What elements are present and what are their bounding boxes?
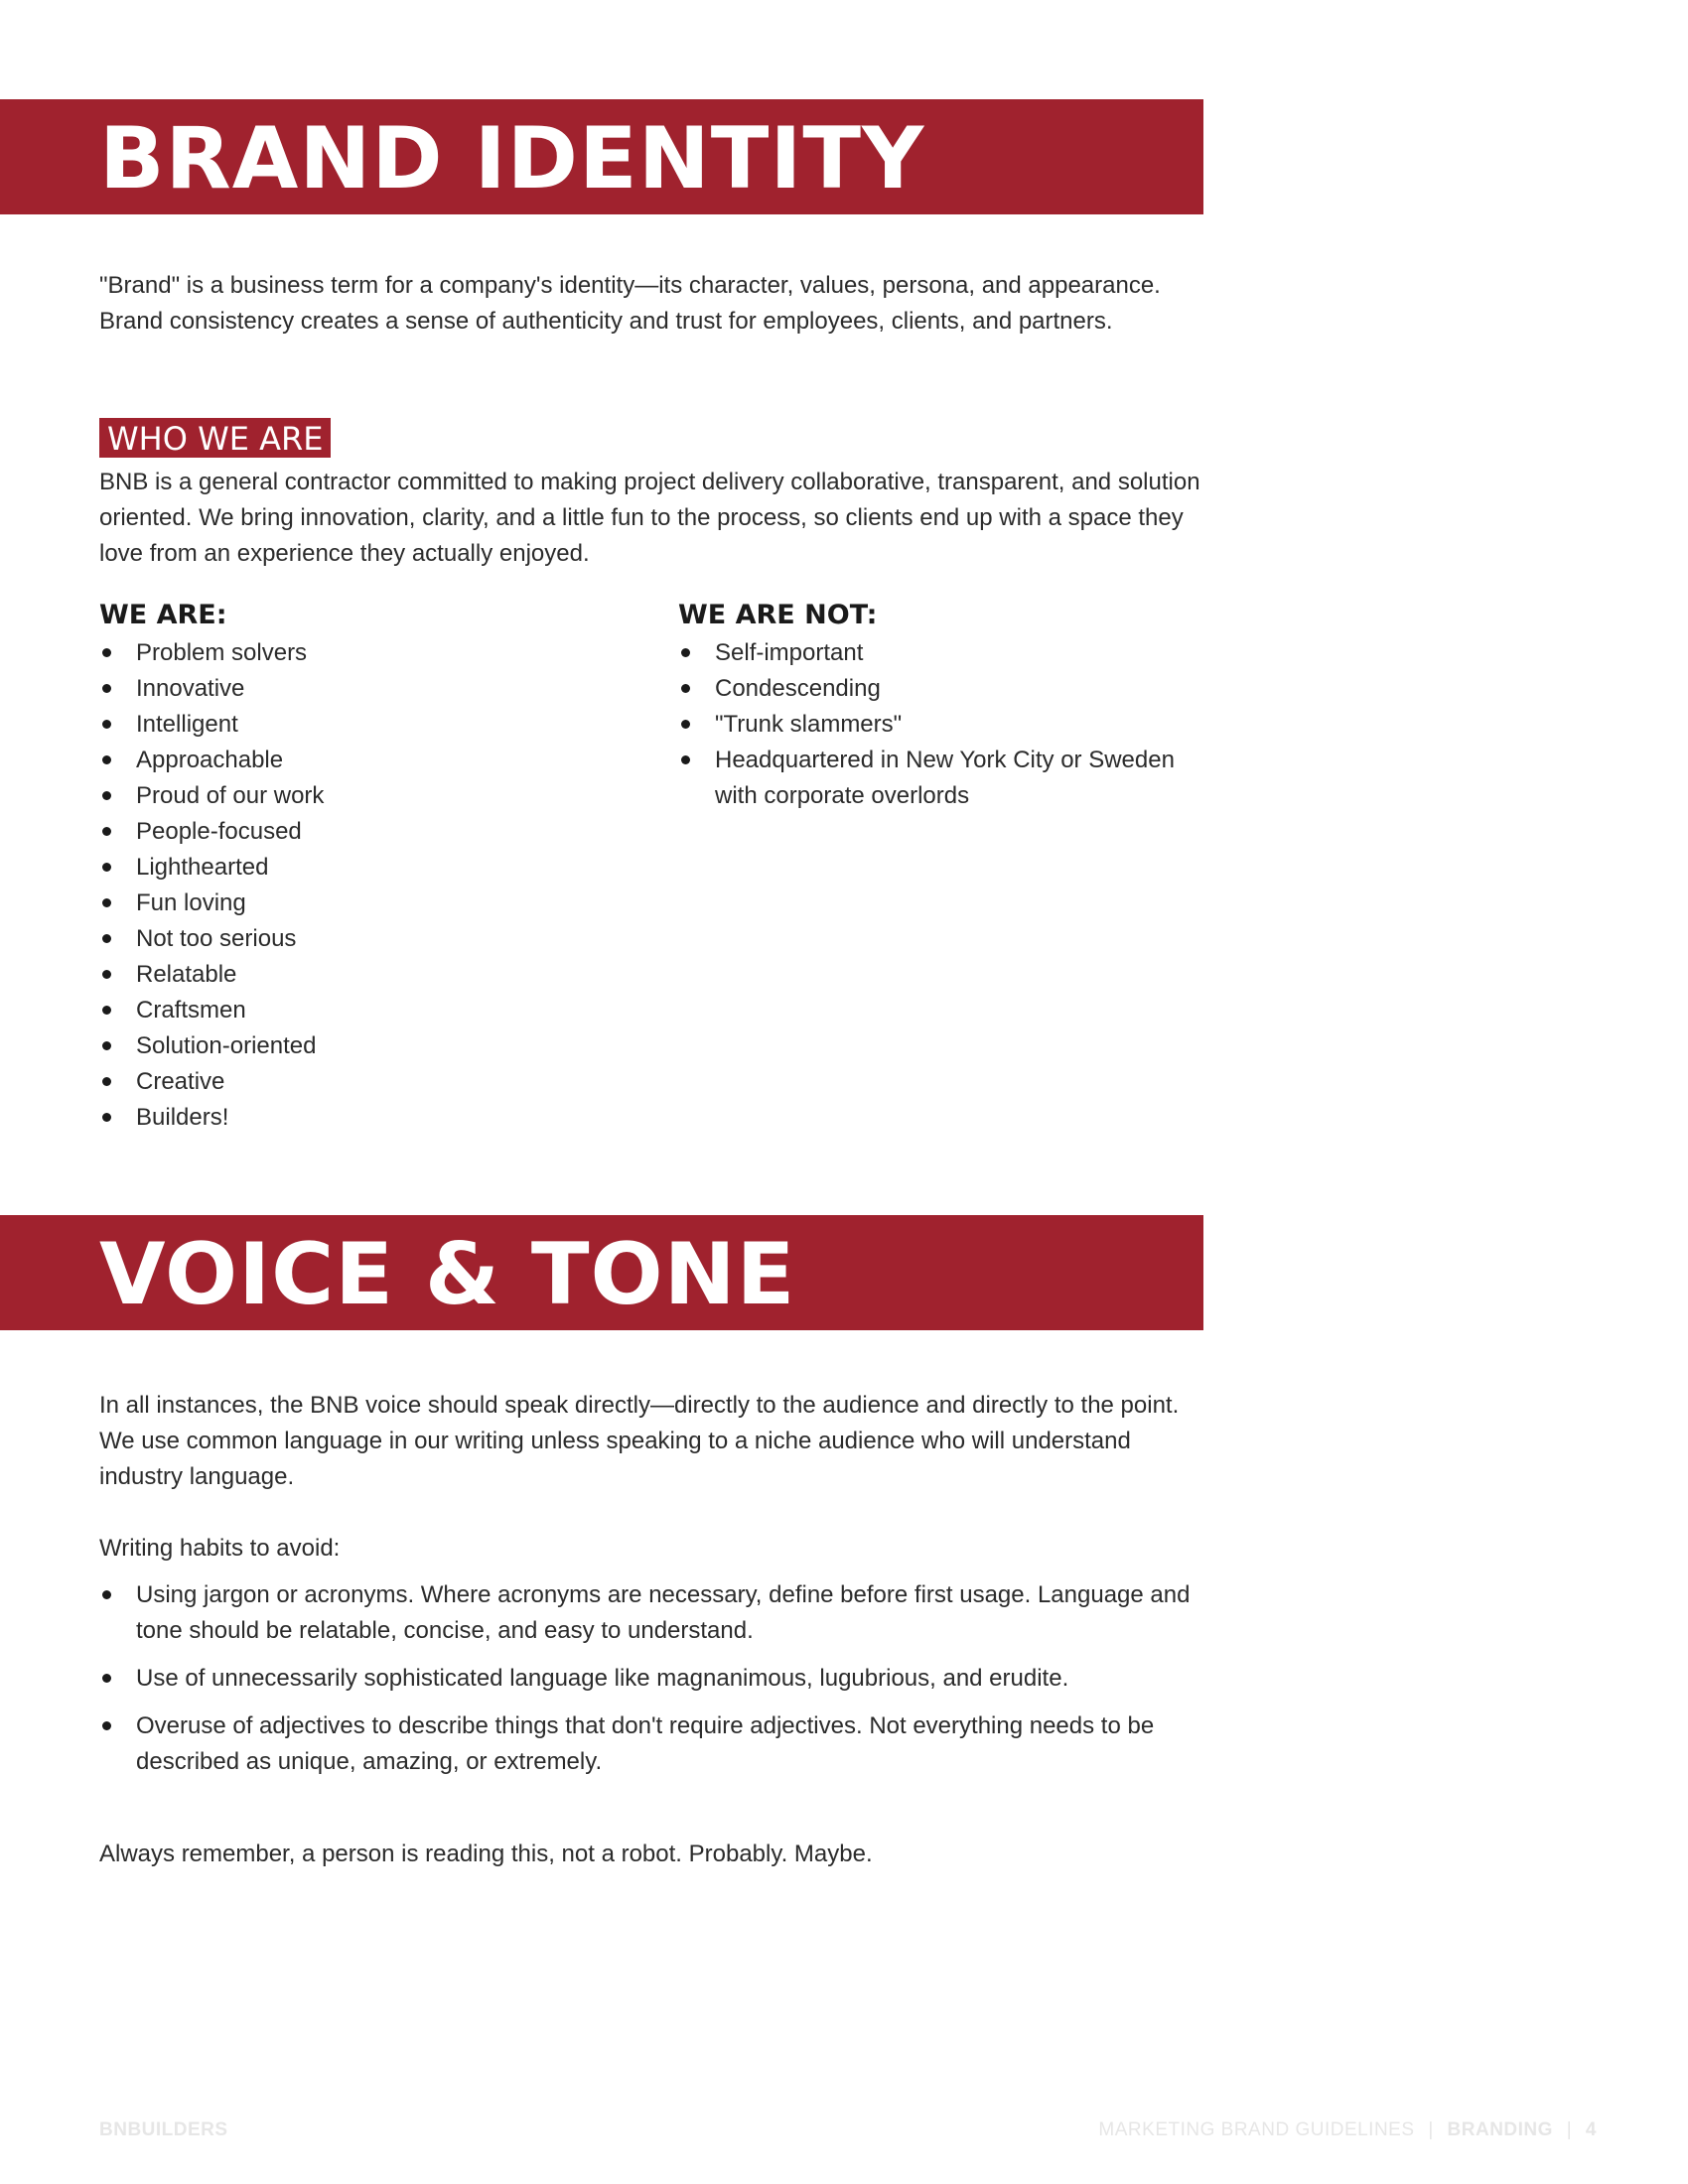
who-we-are-paragraph: BNB is a general contractor committed to making project delivery collaborative, transparent, and solution oriented. We bring innovation, clarity, and a little fun to the process, so clients end up with a space they love from an experience they actually enjoyed. [99, 469, 1200, 567]
bullet-icon [102, 1721, 111, 1730]
footer-company: BNBUILDERS [99, 2119, 228, 2140]
bullet-icon [681, 755, 690, 764]
list-item [99, 778, 616, 814]
list-item [99, 671, 616, 707]
bullet-icon [102, 863, 111, 872]
list-item-text: Solution-oriented [136, 1032, 317, 1059]
bullet-icon [102, 1674, 111, 1683]
list-item-text: Problem solvers [136, 639, 308, 666]
list-item [678, 635, 1219, 671]
footer-separator: | [1428, 2119, 1434, 2140]
list-item [99, 1028, 616, 1064]
bullet-icon [102, 1041, 111, 1050]
list-item [99, 850, 616, 886]
bullet-icon [102, 827, 111, 836]
list-item [678, 671, 1219, 707]
list-item-text: Creative [136, 1068, 225, 1095]
bullet-icon [102, 648, 111, 657]
footer-page-number: 4 [1585, 2119, 1597, 2140]
list-item-text: Approachable [136, 747, 284, 773]
list-item-text: Lighthearted [136, 854, 269, 881]
list-item [678, 707, 1219, 743]
footer-right [1098, 2118, 1597, 2142]
list-item-text: Not too serious [136, 925, 297, 952]
bullet-icon [102, 1077, 111, 1086]
list-item-text: Self-important [715, 639, 864, 666]
bullet-icon [102, 720, 111, 729]
bullet-icon [102, 898, 111, 907]
list-item-text: Intelligent [136, 711, 238, 738]
list-item [99, 1100, 616, 1136]
list-item [99, 635, 616, 671]
footer-doc-title: MARKETING BRAND GUIDELINES [1098, 2119, 1415, 2140]
bullet-icon [102, 1006, 111, 1015]
list-item [99, 957, 616, 993]
list-item-text: Craftsmen [136, 997, 246, 1024]
writing-habits-label: Writing habits to avoid: [99, 1535, 341, 1562]
list-item-text: "Trunk slammers" [715, 711, 903, 738]
bullet-icon [102, 934, 111, 943]
brand-identity-banner [0, 99, 1203, 214]
list-item [99, 743, 616, 778]
bullet-icon [102, 791, 111, 800]
list-item [99, 814, 616, 850]
bullet-icon [102, 1590, 111, 1599]
bullet-icon [102, 970, 111, 979]
we-are-not-list [678, 635, 1219, 814]
bullet-icon [102, 755, 111, 764]
we-are-not-heading: WE ARE NOT: [678, 600, 878, 630]
brand-identity-heading: BRAND IDENTITY [99, 109, 925, 208]
list-item-text: Fun loving [136, 889, 246, 916]
voice-tone-banner [0, 1215, 1203, 1330]
list-item [678, 743, 1219, 814]
list-item-text: Proud of our work [136, 782, 325, 809]
list-item [99, 1064, 616, 1100]
list-item [99, 1577, 1216, 1649]
list-item-text: Builders! [136, 1104, 229, 1131]
list-item-text: Condescending [715, 675, 881, 702]
we-are-list [99, 635, 616, 1136]
list-item [99, 993, 616, 1028]
list-item-text: Relatable [136, 961, 237, 988]
list-item-text: Headquartered in New York City or Sweden with corporate overlords [715, 747, 1175, 809]
bullet-icon [681, 648, 690, 657]
we-are-heading: WE ARE: [99, 600, 227, 630]
list-item [99, 921, 616, 957]
list-item-text: Overuse of adjectives to describe things that don't require adjectives. Not everything needs to be described as unique, amazing, or extremely. [136, 1712, 1155, 1775]
list-item [99, 1661, 1216, 1697]
brand-intro-paragraph: "Brand" is a business term for a company's identity—its character, values, persona, and appearance. Brand consistency creates a sense of authenticity and trust for employees, clients, and partners. [99, 272, 1161, 335]
bullet-icon [102, 1113, 111, 1122]
voice-intro-paragraph: In all instances, the BNB voice should speak directly—directly to the audience and directly to the point. We use common language in our writing unless speaking to a niche audience who will understand industry language. [99, 1392, 1180, 1490]
bullet-icon [681, 720, 690, 729]
writing-habits-list [99, 1577, 1216, 1780]
bullet-icon [102, 684, 111, 693]
footer-section: BRANDING [1447, 2119, 1553, 2140]
list-item-text: Innovative [136, 675, 245, 702]
list-item-text: People-focused [136, 818, 302, 845]
list-item [99, 886, 616, 921]
closing-line: Always remember, a person is reading this, not a robot. Probably. Maybe. [99, 1841, 873, 1867]
footer-separator-2: | [1566, 2119, 1573, 2140]
list-item-text: Using jargon or acronyms. Where acronyms are necessary, define before first usage. Language and tone should be relatable, concise, and easy to understand. [136, 1581, 1191, 1644]
list-item-text: Use of unnecessarily sophisticated language like magnanimous, lugubrious, and erudite. [136, 1665, 1069, 1692]
who-we-are-label: WHO WE ARE [99, 418, 331, 458]
list-item [99, 707, 616, 743]
bullet-icon [681, 684, 690, 693]
list-item [99, 1708, 1216, 1780]
voice-tone-heading: VOICE & TONE [99, 1225, 796, 1324]
